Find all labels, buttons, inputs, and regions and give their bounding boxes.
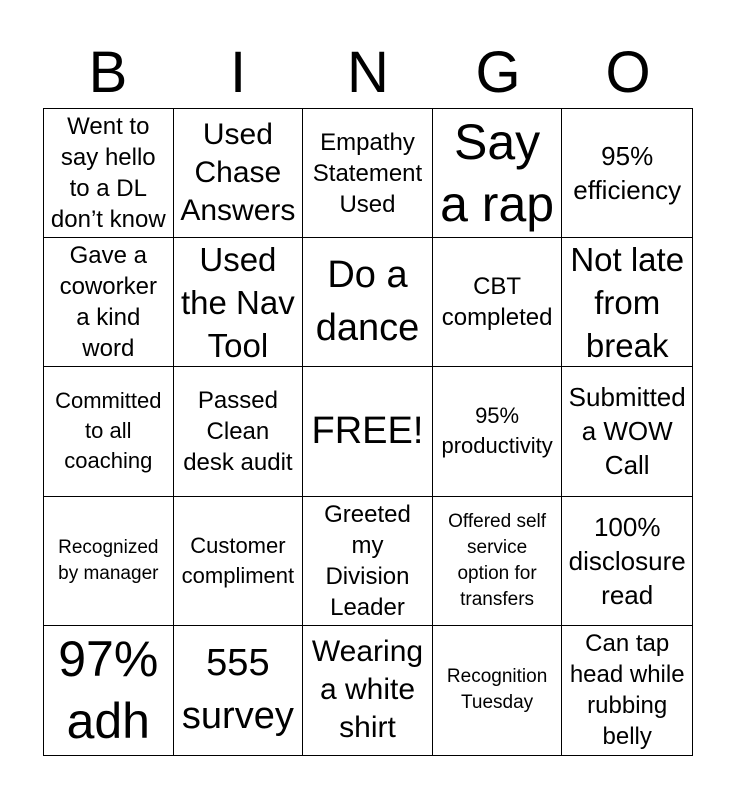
bingo-cell-r5-c5[interactable]: Can tap head while rubbing belly (569, 630, 685, 751)
bingo-cell-r2-c1[interactable]: Gave a coworker a kind word (44, 238, 174, 367)
bingo-cell-r5-c4[interactable]: Recognition Tuesday (433, 626, 563, 755)
bingo-cell-r2-c2[interactable]: Used the Nav Tool (174, 238, 304, 367)
bingo-cell-r3-c2[interactable]: Passed Clean desk audit (174, 367, 304, 496)
bingo-cell-r2-c5[interactable]: Not late from break (562, 238, 692, 367)
header-letter-i: I (229, 40, 247, 105)
bingo-cell-r2-c4[interactable]: CBT completed (433, 238, 563, 367)
bingo-header (43, 38, 693, 108)
header-letter-n: N (347, 40, 389, 105)
bingo-cell-r3-c1[interactable]: Committed to all coaching (44, 367, 174, 496)
header-letter-b: B (88, 40, 128, 105)
bingo-cell-r4-c2[interactable]: Customer compliment (174, 497, 304, 626)
bingo-cell-r1-c5[interactable]: 95% efficiency (562, 109, 692, 238)
bingo-cell-r5-c3[interactable]: Wearing a white shirt (303, 626, 433, 755)
bingo-cell-r4-c5[interactable]: 100% disclosure read (562, 497, 692, 626)
bingo-cell-r3-c4[interactable]: 95% productivity (433, 367, 563, 496)
bingo-cell-r5-c1[interactable]: 97% adh (44, 626, 174, 755)
bingo-cell-r1-c1[interactable]: Went to say hello to a DL don’t know (44, 109, 174, 238)
bingo-cell-r4-c1[interactable]: Recognized by manager (44, 497, 174, 626)
bingo-cell-r2-c3[interactable]: Do a dance (303, 238, 433, 367)
bingo-board (43, 108, 693, 756)
bingo-cell-r3-c5[interactable]: Submitted a WOW Call (562, 367, 692, 496)
bingo-cell-r4-c3[interactable]: Greeted my Division Leader (303, 497, 433, 626)
header-letter-g: G (475, 40, 521, 105)
bingo-cell-r1-c4[interactable]: Say a rap (433, 109, 563, 238)
bingo-cell-r4-c4[interactable]: Offered self service option for transfers (433, 497, 563, 626)
bingo-cell-r5-c2[interactable]: 555 survey (174, 626, 304, 755)
free-space-cell[interactable]: FREE! (303, 367, 433, 496)
bingo-cell-r1-c2[interactable]: Used Chase Answers (174, 109, 304, 238)
header-letter-o: O (605, 40, 651, 105)
bingo-cell-r1-c3[interactable]: Empathy Statement Used (303, 109, 433, 238)
